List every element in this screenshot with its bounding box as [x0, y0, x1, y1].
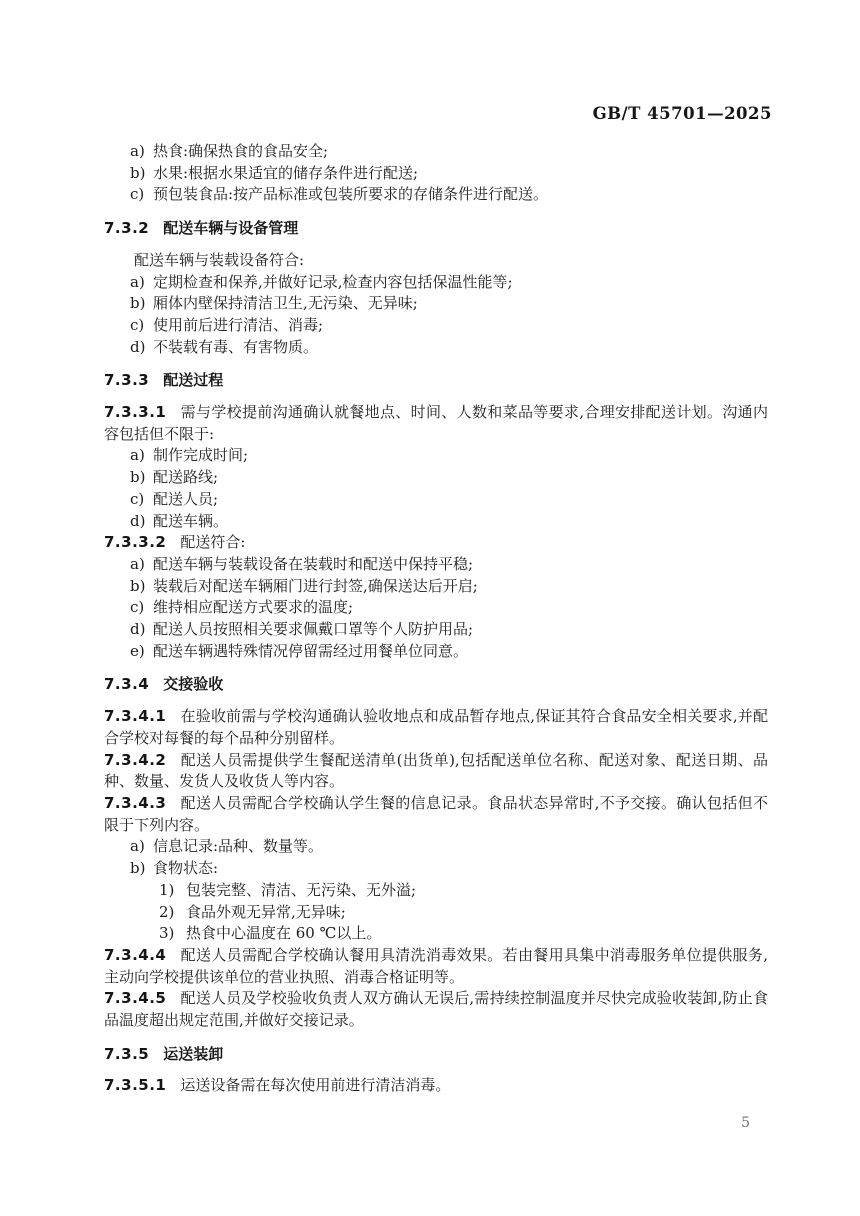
list-item	[104, 293, 768, 315]
list-marker: c)	[130, 598, 145, 617]
section-title: 配送过程	[163, 371, 224, 390]
standard-number: GB/T 45701—2025	[592, 104, 772, 123]
list-marker: c)	[130, 185, 145, 204]
list-item	[104, 141, 768, 163]
list-marker: 2)	[159, 902, 175, 921]
numbered-paragraph	[104, 1075, 768, 1097]
paragraph	[104, 250, 768, 272]
clause-number: 7.3.3.1	[104, 403, 167, 422]
numbered-paragraph	[104, 532, 768, 554]
list-item	[104, 880, 768, 902]
list-item-text: 预包装食品:按产品标准或包装所要求的存储条件进行配送。	[153, 185, 549, 204]
list-item	[104, 315, 768, 337]
paragraph-text: 配送人员需提供学生餐配送清单(出货单),包括配送单位名称、配送对象、配送日期、品种、数量、发货人及收货人等内容。	[104, 750, 768, 791]
list-item	[104, 619, 768, 641]
list-item	[104, 858, 768, 880]
list-marker: a)	[130, 837, 145, 856]
list	[104, 880, 768, 945]
list-marker: b)	[130, 468, 146, 487]
list-item-text: 配送车辆遇特殊情况停留需经过用餐单位同意。	[153, 641, 469, 660]
paragraph-text: 配送人员需配合学校确认学生餐的信息记录。食品状态异常时,不予交接。确认包括但不限于下列内容。	[104, 793, 768, 834]
list-item	[104, 163, 768, 185]
list-marker: b)	[130, 163, 146, 182]
page-number: 5	[741, 1115, 750, 1131]
list-marker: a)	[130, 446, 145, 465]
paragraph-text: 需与学校提前沟通确认就餐地点、时间、人数和菜品等要求,合理安排配送计划。沟通内容包括但不限于:	[104, 403, 768, 443]
list-item-text: 包装完整、清洁、无污染、无外溢;	[186, 880, 417, 899]
section-heading	[104, 370, 768, 392]
list-marker: b)	[130, 576, 146, 595]
clause-number: 7.3.4.4	[104, 945, 167, 964]
list-item-text: 配送人员按照相关要求佩戴口罩等个人防护用品;	[153, 620, 474, 639]
list-marker: b)	[130, 859, 146, 878]
paragraph-text: 配送人员及学校验收负责人双方确认无误后,需持续控制温度并尽快完成验收装卸,防止食品温度超出规定范围,并做好交接记录。	[104, 989, 768, 1030]
clause-number: 7.3.5.1	[104, 1076, 167, 1095]
numbered-paragraph	[104, 793, 768, 836]
list-marker: d)	[130, 337, 146, 356]
clause-number: 7.3.4.5	[104, 989, 167, 1008]
list-item	[104, 902, 768, 924]
section-number: 7.3.3	[104, 371, 150, 390]
list-item-text: 热食:确保热食的食品安全;	[153, 142, 329, 160]
list-item-text: 食品外观无异常,无异味;	[186, 902, 346, 921]
list-item	[104, 554, 768, 576]
numbered-paragraph	[104, 750, 768, 793]
list-item-text: 食物状态:	[153, 859, 219, 878]
clause-number: 7.3.4.1	[104, 707, 167, 726]
list-item	[104, 184, 768, 206]
list-item-text: 使用前后进行清洁、消毒;	[153, 315, 324, 334]
list-marker: 1)	[159, 880, 175, 899]
list-item-text: 热食中心温度在 60 ℃以上。	[186, 924, 382, 943]
paragraph-text: 配送人员需配合学校确认餐用具清洗消毒效果。若由餐用具集中消毒服务单位提供服务,主动向学校提供该单位的营业执照、消毒合格证明等。	[104, 945, 768, 986]
list-item-text: 装载后对配送车辆厢门进行封签,确保送达后开启;	[153, 576, 478, 595]
list-item-text: 不装载有毒、有害物质。	[153, 337, 319, 356]
list-item	[104, 923, 768, 945]
list-marker: d)	[130, 620, 146, 639]
list-marker: a)	[130, 142, 145, 160]
list-item-text: 定期检查和保养,并做好记录,检查内容包括保温性能等;	[153, 272, 513, 291]
list-item-text: 配送车辆。	[153, 511, 229, 530]
numbered-paragraph	[104, 402, 768, 445]
clause-number: 7.3.3.2	[104, 533, 167, 552]
list-item	[104, 597, 768, 619]
list-item	[104, 337, 768, 359]
list	[104, 141, 768, 206]
list-item-text: 维持相应配送方式要求的温度;	[153, 598, 354, 617]
section-heading	[104, 1044, 768, 1066]
list-marker: c)	[130, 315, 145, 334]
section-title: 交接验收	[163, 675, 224, 694]
numbered-paragraph	[104, 945, 768, 988]
list	[104, 272, 768, 359]
paragraph-text: 运送设备需在每次使用前进行清洁消毒。	[180, 1076, 451, 1095]
list-item-text: 配送路线;	[153, 468, 219, 487]
paragraph-text: 在验收前需与学校沟通确认验收地点和成品暂存地点,保证其符合食品安全相关要求,并配合学校对每餐的每个品种分别留样。	[104, 707, 768, 747]
list-item-text: 配送人员;	[153, 489, 219, 508]
section-number: 7.3.2	[104, 219, 150, 238]
section-number: 7.3.4	[104, 675, 150, 694]
list-marker: a)	[130, 554, 145, 573]
section-title: 运送装卸	[163, 1044, 224, 1063]
clause-number: 7.3.4.3	[104, 793, 167, 812]
list-item	[104, 272, 768, 294]
list	[104, 836, 768, 879]
list-item-text: 水果:根据水果适宜的储存条件进行配送;	[153, 163, 419, 182]
list-item-text: 配送车辆与装载设备在装载时和配送中保持平稳;	[153, 554, 474, 573]
list-item	[104, 445, 768, 467]
section-heading	[104, 218, 768, 240]
list-item	[104, 641, 768, 663]
list-item	[104, 511, 768, 533]
list-marker: d)	[130, 511, 146, 530]
list	[104, 445, 768, 532]
list-item	[104, 489, 768, 511]
list-item-text: 信息记录:品种、数量等。	[153, 837, 324, 856]
list-marker: 3)	[159, 924, 175, 943]
list-marker: e)	[130, 641, 145, 660]
list-marker: c)	[130, 489, 145, 508]
paragraph-text: 配送符合:	[180, 533, 246, 552]
section-heading	[104, 674, 768, 696]
section-title: 配送车辆与设备管理	[163, 219, 299, 238]
list-item	[104, 576, 768, 598]
list-marker: b)	[130, 294, 146, 313]
numbered-paragraph	[104, 706, 768, 749]
list-item	[104, 467, 768, 489]
list-marker: a)	[130, 272, 145, 291]
section-number: 7.3.5	[104, 1044, 150, 1063]
list-item-text: 厢体内壁保持清洁卫生,无污染、无异味;	[153, 294, 418, 313]
list-item	[104, 836, 768, 858]
list	[104, 554, 768, 663]
clause-number: 7.3.4.2	[104, 750, 167, 769]
document-content	[104, 141, 768, 1097]
list-item-text: 制作完成时间;	[153, 446, 249, 465]
paragraph-text: 配送车辆与装载设备符合:	[134, 250, 305, 269]
numbered-paragraph	[104, 988, 768, 1031]
